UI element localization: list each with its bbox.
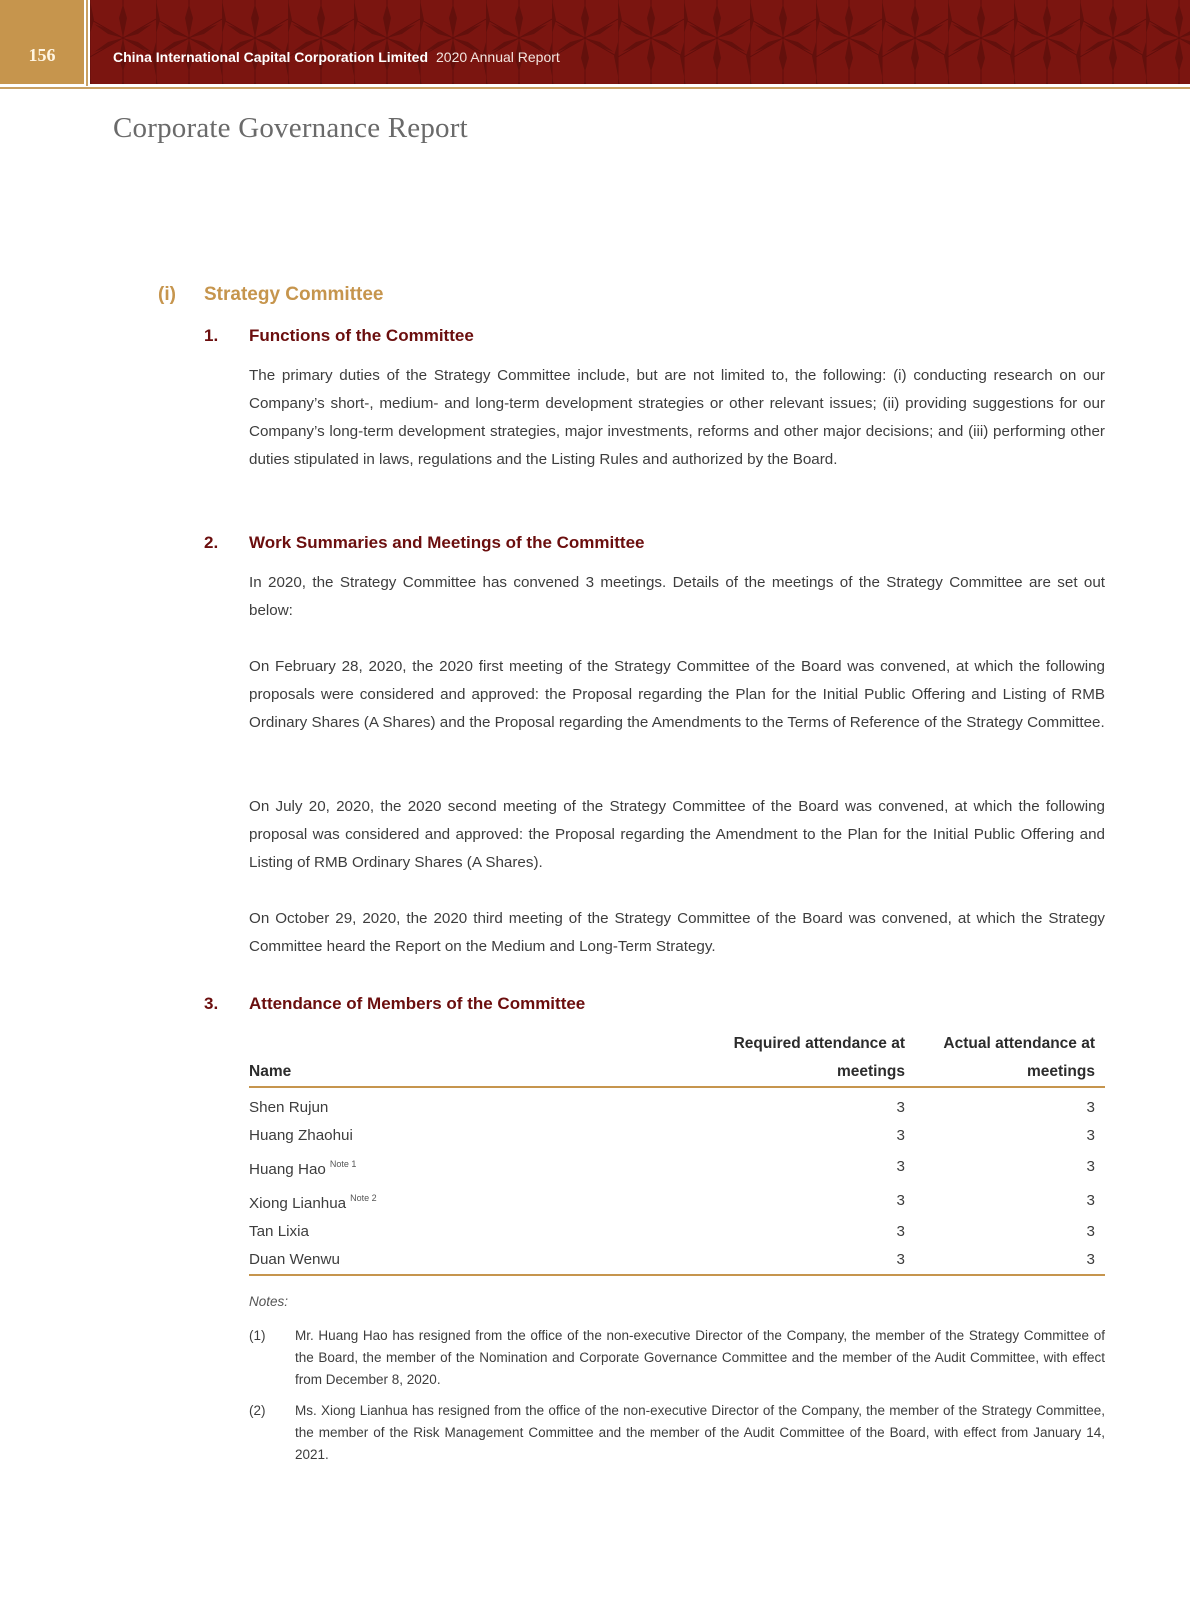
page-title: Corporate Governance Report: [113, 112, 468, 144]
star-pattern-icon: [90, 0, 1190, 84]
table-row: [249, 1087, 1105, 1122]
member-name: Huang Hao $^{Note 1}$: [249, 1159, 357, 1178]
actual-count: 3: [1086, 1127, 1095, 1144]
subsection-2-title: Work Summaries and Meetings of the Committee: [249, 533, 645, 552]
section-number: (i): [158, 284, 176, 305]
required-count: 3: [896, 1099, 905, 1116]
note-text: Ms. Xiong Lianhua has resigned from the office of the non-executive Director of the Company, the member of the Strategy Committee, the member of the Risk Management Committee and the member of the Audit Committee of the Board, with effect from January 14, 2021.: [295, 1403, 1105, 1462]
note-number: (2): [249, 1403, 266, 1418]
subsection-1-title: Functions of the Committee: [249, 326, 474, 345]
subsection-3-title: Attendance of Members of the Committee: [249, 994, 586, 1013]
actual-count: 3: [1086, 1158, 1095, 1175]
table-row: [249, 1184, 1105, 1218]
actual-count: 3: [1086, 1251, 1095, 1268]
notes-label: Notes:: [249, 1294, 289, 1309]
meeting-3-paragraph: On October 29, 2020, the 2020 third meeting of the Strategy Committee of the Board was convened, at which the Strategy Committee heard the Report on the Medium and Long-Term Strategy.: [249, 910, 1105, 955]
note-number: (1): [249, 1328, 266, 1343]
table-row: [249, 1122, 1105, 1150]
required-count: 3: [896, 1192, 905, 1209]
member-name: Xiong Lianhua $^{Note 2}$: [249, 1193, 377, 1212]
note-item: [249, 1400, 1105, 1466]
required-count: 3: [896, 1158, 905, 1175]
header-actual-attendance: [905, 1030, 1105, 1087]
table-row: [249, 1246, 1105, 1275]
subsection-3-number: 3.: [204, 994, 219, 1013]
actual-count: 3: [1086, 1223, 1095, 1240]
header-name: Name: [249, 1063, 292, 1080]
subsection-2-number: 2.: [204, 533, 219, 552]
member-name: Shen Rujun: [249, 1099, 329, 1116]
meeting-1-paragraph: On February 28, 2020, the 2020 first meeting of the Strategy Committee of the Board was convened, at which the following proposals were considered and approved: the Proposal regarding the Plan for the Initial Public Offering and Listing of RMB Ordinary Shares (A Shares) and the Proposal regarding the Amendments to the Terms of Reference of the Strategy Committee.: [249, 658, 1105, 731]
report-name: 2020 Annual Report: [436, 49, 560, 65]
member-name: Duan Wenwu: [249, 1251, 340, 1268]
meetings-intro-paragraph: In 2020, the Strategy Committee has convened 3 meetings. Details of the meetings of the Strategy Committee are set out below:: [249, 574, 1105, 619]
header-title: [113, 49, 560, 65]
member-name: Tan Lixia: [249, 1223, 309, 1240]
functions-paragraph: The primary duties of the Strategy Committee include, but are not limited to, the following: (i) conducting research on our Company’s short-, medium- and long-term development strategies or other relevant issues; (ii) providing suggestions for our Company’s long-term development strategies, major investments, reforms and other major decisions; and (iii) performing other duties stipulated in laws, regulations and the Listing Rules and authorized by the Board.: [249, 367, 1105, 468]
header-required-line1: Required attendance at: [733, 1035, 905, 1052]
header-actual-line1: Actual attendance at: [943, 1035, 1095, 1052]
actual-count: 3: [1086, 1099, 1095, 1116]
required-count: 3: [896, 1127, 905, 1144]
section-title: Strategy Committee: [204, 284, 384, 305]
note-item: [249, 1325, 1105, 1391]
required-count: 3: [896, 1223, 905, 1240]
table-row: [249, 1218, 1105, 1246]
table-row: [249, 1150, 1105, 1184]
note-text: Mr. Huang Hao has resigned from the office of the non-executive Director of the Company, the member of the Strategy Committee of the Board, the member of the Nomination and Corporate Governance Committee and the member of the Audit Committee, with effect from December 8, 2020.: [295, 1328, 1105, 1387]
header-required-line2: meetings: [836, 1063, 905, 1080]
note-reference: Note 1: [329, 1159, 357, 1169]
header-required-attendance: [685, 1030, 905, 1087]
actual-count: 3: [1086, 1192, 1095, 1209]
page-number: 156: [28, 45, 56, 65]
header-banner: [90, 0, 1190, 84]
member-name: Huang Zhaohui: [249, 1127, 353, 1144]
required-count: 3: [896, 1251, 905, 1268]
header-divider-vertical: [86, 0, 88, 86]
subsection-1-number: 1.: [204, 326, 219, 345]
meeting-2-paragraph: On July 20, 2020, the 2020 second meeting of the Strategy Committee of the Board was convened, at which the following proposal was considered and approved: the Proposal regarding the Amendment to the Plan for the Initial Public Offering and Listing of RMB Ordinary Shares (A Shares).: [249, 798, 1105, 871]
company-name: China International Capital Corporation Limited: [113, 49, 429, 65]
header-actual-line2: meetings: [1026, 1063, 1095, 1080]
page-number-box: [0, 0, 84, 84]
table-header-row: [249, 1030, 1105, 1087]
attendance-table: [249, 1030, 1105, 1276]
note-reference: Note 2: [350, 1193, 377, 1203]
header-divider-horizontal: [0, 87, 1190, 89]
